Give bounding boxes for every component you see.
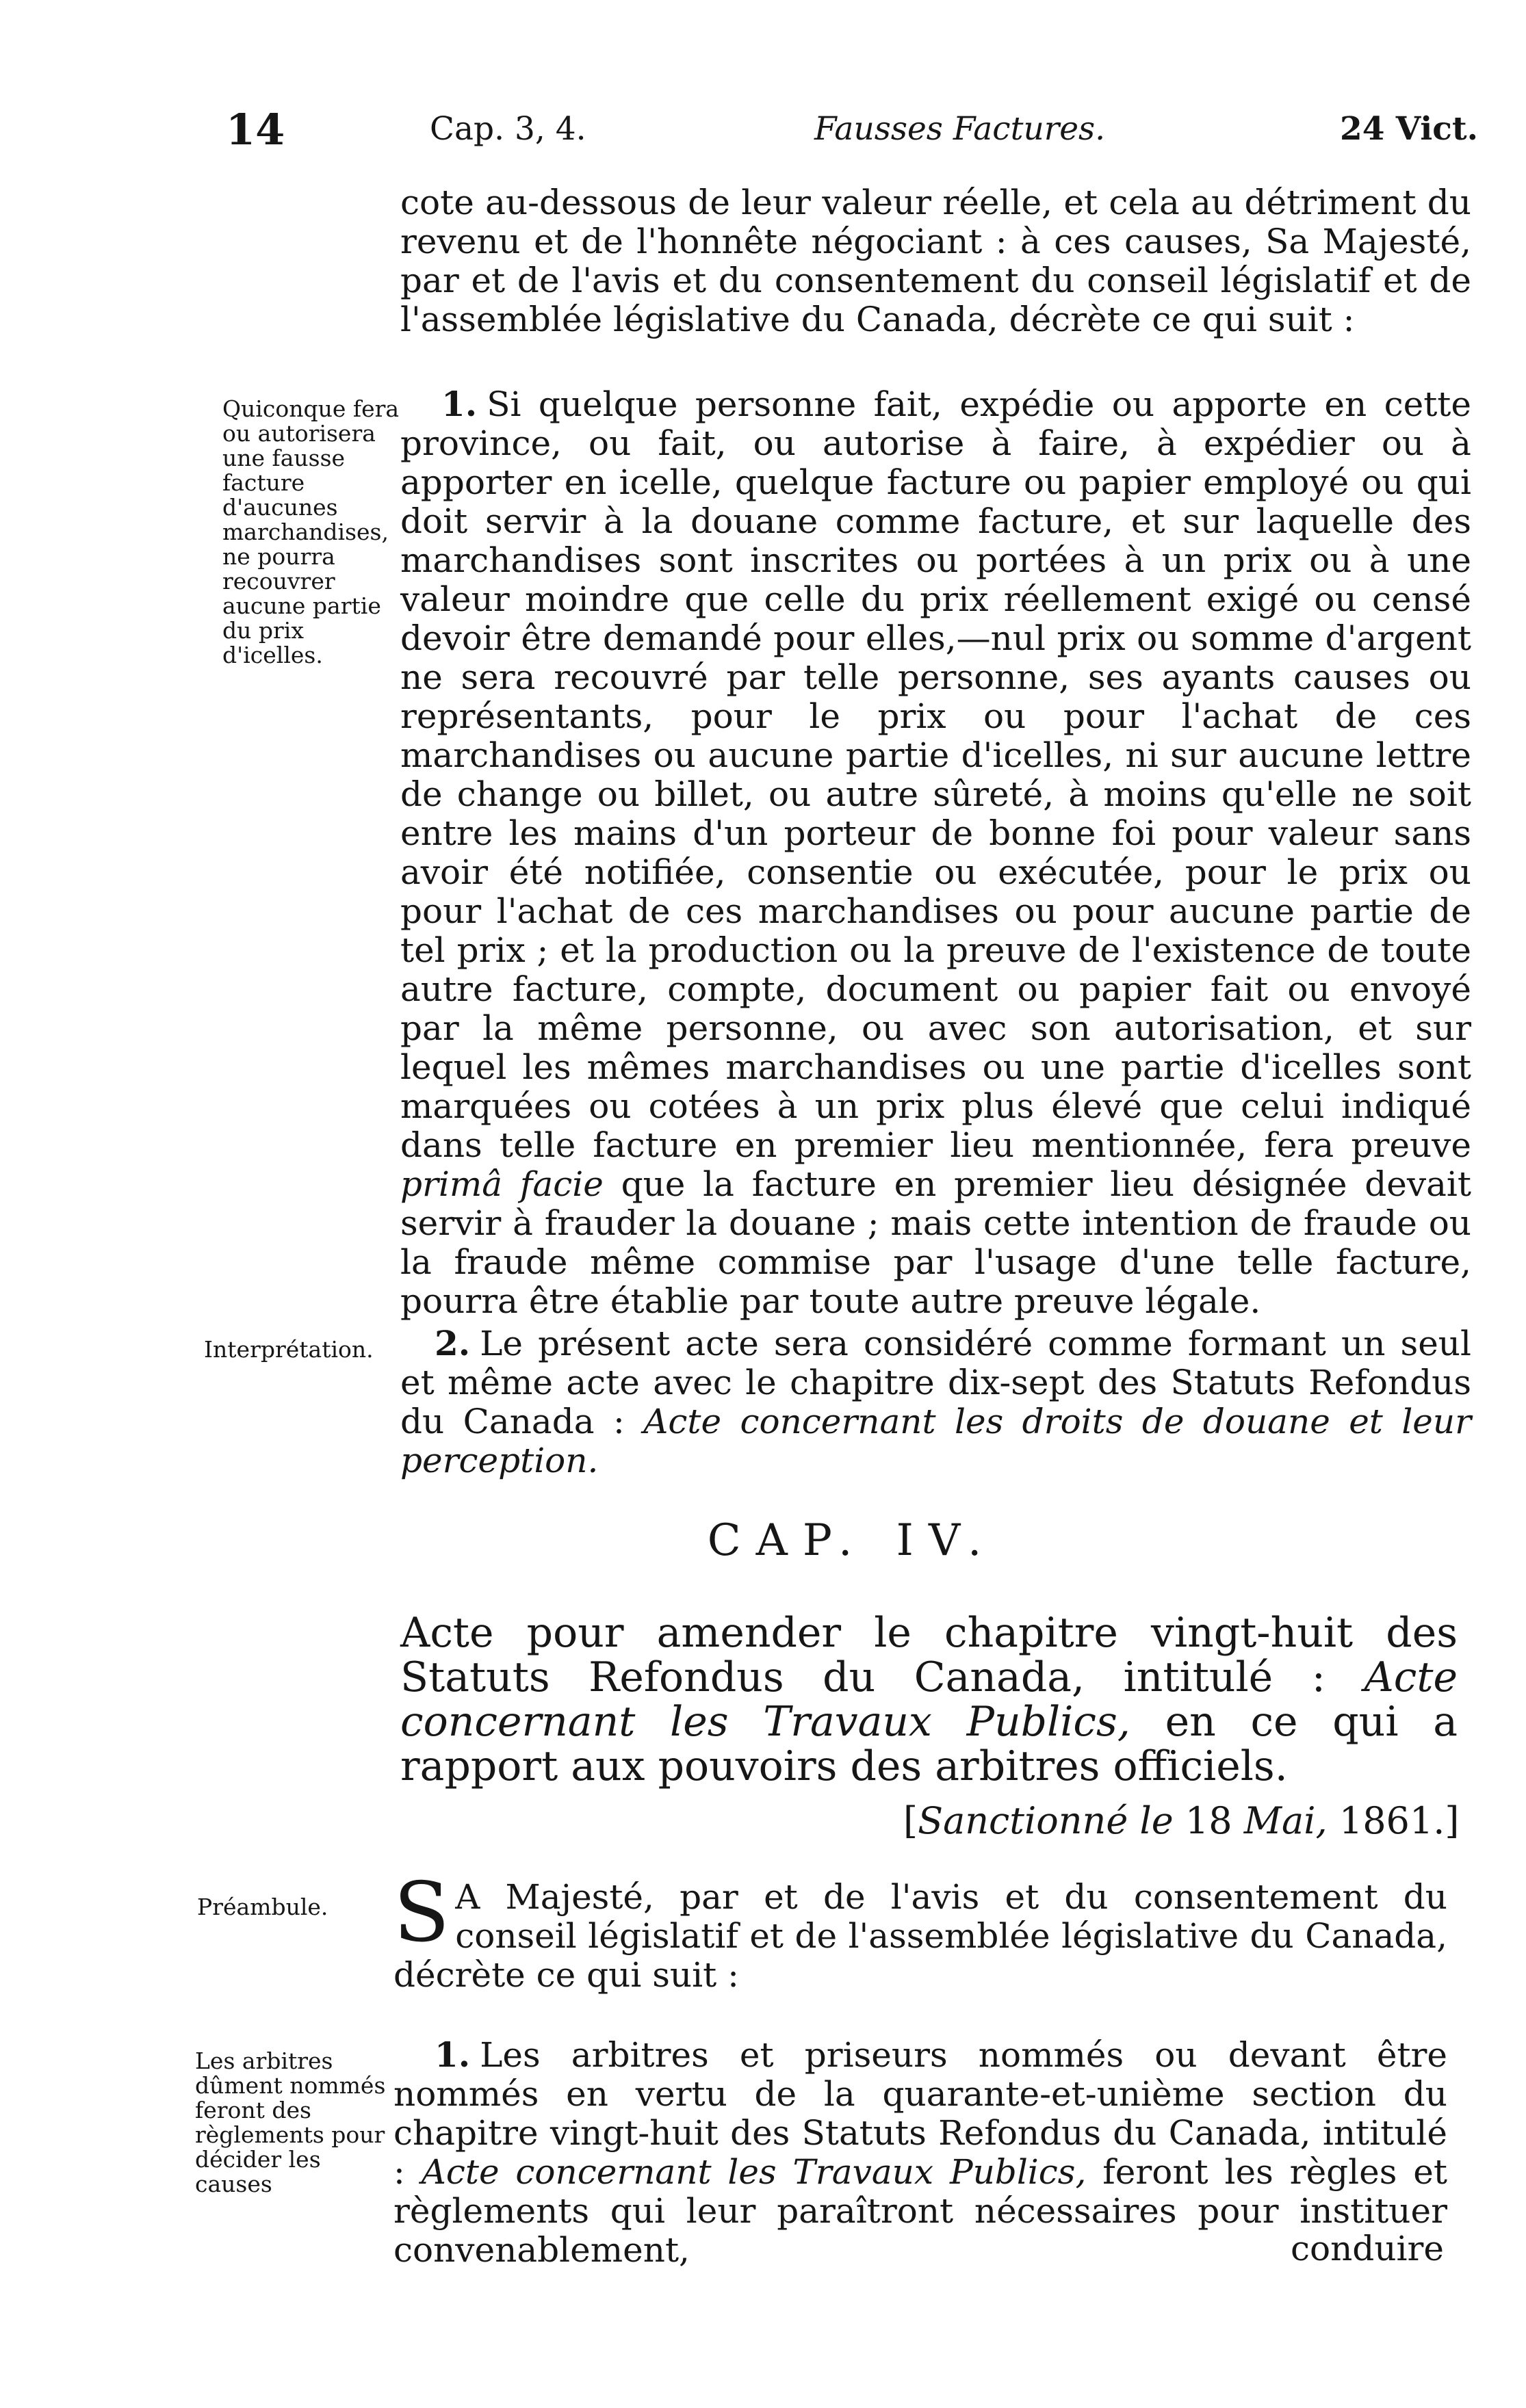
- preamble-body: A Majesté, par et de l'avis et du consentement du conseil législatif et de l'assemblée législative du Canada, décrète ce qui suit :: [393, 1877, 1447, 1995]
- chapter-reference: Cap. 3, 4.: [430, 110, 586, 148]
- sanction-day: 18: [1185, 1799, 1232, 1842]
- intro-text: cote au-dessous de leur valeur réelle, et cela au détriment du revenu et de l'honnête négociant : à ces causes, Sa Majesté, par et de l'avis et du consentement du conseil législatif et de l'assemblée législative du Canada, décrète ce qui suit :: [400, 183, 1471, 339]
- preamble: [393, 1866, 1447, 1995]
- section-1-italic-phrase: primâ facie: [400, 1164, 604, 1204]
- regnal-year: 24 Vict.: [1340, 110, 1478, 148]
- marginal-note-preamble: Préambule.: [197, 1894, 328, 1920]
- section-1-text-part2: que la facture en premier lieu désignée devait servir à frauder la douane ; mais cette intention de fraude ou la fraude même commise par l'usage d'une telle facture, pourra être établie par toute autre preuve légale.: [400, 1164, 1471, 1321]
- preamble-text: [393, 1866, 1447, 1995]
- sanction-month: Mai,: [1243, 1799, 1328, 1842]
- running-title: Fausses Factures.: [814, 110, 1106, 148]
- section-1b-italic: Acte concernant les Travaux Publics,: [421, 2152, 1087, 2192]
- section-1b-part2: feront les règles et règlements qui leur paraîtront nécessaires pour instituer convenablement,: [393, 2152, 1447, 2270]
- section-2-italic-title: Acte concernant les droits de douane et leur perception.: [400, 1402, 1471, 1480]
- act-title-part1: Acte pour amender le chapitre vingt-huit des Statuts Refondus du Canada, intitulé :: [400, 1609, 1458, 1701]
- section-2-body: Le présent acte sera considéré comme formant un seul et même acte avec le chapitre dix-sept des Statuts Refondus du Canada :: [400, 1324, 1471, 1441]
- section-1: [400, 384, 1471, 1321]
- page-number: 14: [226, 105, 285, 155]
- chapter-heading: CAP. IV.: [707, 1515, 997, 1566]
- section-2-number: 2.: [435, 1323, 471, 1363]
- marginal-note-section-2: Interprétation.: [204, 1336, 374, 1363]
- catchword: conduire: [1291, 2229, 1444, 2268]
- sanction-label: Sanctionné le: [918, 1799, 1174, 1842]
- section-1-text-part1: Si quelque personne fait, expédie ou apporte en cette province, ou fait, ou autorise à faire, à expédier ou à apporter en icelle, quelque facture ou papier employé ou qui doit servir à la douane comme facture, et sur laquelle des marchandises sont inscrites ou portées à un prix ou à une valeur moindre que celle du prix réellement exigé ou censé devoir être demandé pour elles,—nul prix ou somme d'argent ne sera recouvré par telle personne, ses ayants causes ou représentants, pour le prix ou pour l'achat de ces marchandises ou aucune partie d'icelles, ni sur aucune lettre de change ou billet, ou autre sûreté, à moins qu'elle ne soit entre les mains d'un porteur de bonne foi pour valeur sans avoir été notifiée, consentie ou exécutée, pour le prix ou pour l'achat de ces marchandises ou pour aucune partie de tel prix ; et la production ou la preuve de l'existence de toute autre facture, compte, document ou papier fait ou envoyé par la même personne, ou avec son autorisation, et sur lequel les mêmes marchandises ou une partie d'icelles sont marquées ou cotées à un prix plus élevé que celui indiqué dans telle facture en premier lieu mentionnée, fera preuve: [400, 384, 1471, 1165]
- drop-cap-letter: S: [393, 1866, 450, 1961]
- act-title: [400, 1611, 1458, 1789]
- marginal-note-section-1: Quiconque fera ou autorisera une fausse facture d'aucunes marchandises, ne pourra recouvrer aucune partie du prix d'icelles.: [222, 395, 400, 668]
- section-1b-number: 1.: [435, 2034, 471, 2075]
- intro-paragraph: [400, 183, 1471, 339]
- section-1b-part1: Les arbitres et priseurs nommés ou devant être nommés en vertu de la quarante-et-unième section du chapitre vingt-huit des Statuts Refondus du Canada, intitulé :: [393, 2035, 1447, 2192]
- marginal-note-section-1b: Les arbitres dûment nommés feront des règlements pour décider les causes: [195, 2047, 386, 2197]
- section-2: [400, 1324, 1471, 1480]
- sanction-bracket: [: [903, 1799, 918, 1842]
- section-1-number: 1.: [441, 384, 478, 424]
- section-1-text: [400, 384, 1471, 1321]
- act-title-part2: en ce qui a rapport aux pouvoirs des arbitres officiels.: [400, 1698, 1458, 1790]
- sanction-date: [903, 1799, 1460, 1842]
- act-title-italic: Acte concernant les Travaux Publics,: [400, 1653, 1458, 1746]
- running-header: [0, 105, 1526, 168]
- section-2-text: [400, 1324, 1471, 1480]
- sanction-year: 1861.]: [1339, 1799, 1460, 1842]
